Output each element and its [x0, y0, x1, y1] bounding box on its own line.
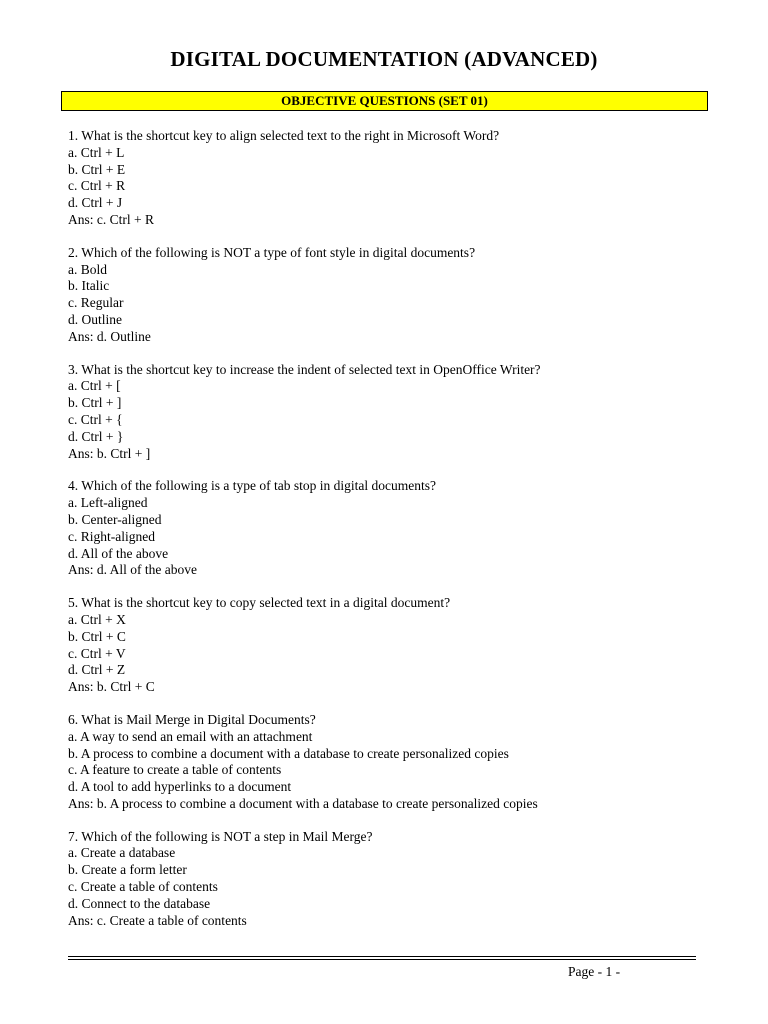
question-text: 5. What is the shortcut key to copy selected text in a digital document?	[68, 595, 451, 611]
option: d. Ctrl + J	[68, 195, 123, 211]
option: a. Bold	[68, 261, 107, 277]
answer: Ans: c. Ctrl + R	[68, 211, 154, 227]
question-list	[68, 128, 748, 945]
option: b. A process to combine a document with a database to create personalized copies	[68, 745, 509, 761]
option: b. Center-aligned	[68, 511, 162, 527]
option: a. Left-aligned	[68, 495, 148, 511]
question-item	[68, 595, 748, 696]
option: a. A way to send an email with an attachment	[68, 728, 313, 744]
option: c. Ctrl + {	[68, 411, 123, 427]
option: b. Create a form letter	[68, 862, 187, 878]
option: c. Ctrl + V	[68, 645, 126, 661]
question-text: 1. What is the shortcut key to align selected text to the right in Microsoft Word?	[68, 128, 500, 143]
question-text: 3. What is the shortcut key to increase the indent of selected text in OpenOffice Writer?	[68, 361, 541, 377]
option: a. Ctrl + X	[68, 611, 126, 627]
question-text: 4. Which of the following is a type of tab stop in digital documents?	[68, 478, 436, 494]
option: b. Ctrl + C	[68, 628, 126, 644]
option: d. A tool to add hyperlinks to a document	[68, 779, 292, 795]
option: c. A feature to create a table of contents	[68, 762, 282, 778]
set-heading-banner	[61, 91, 708, 111]
page-title: DIGITAL DOCUMENTATION (ADVANCED)	[170, 47, 598, 71]
option: c. Create a table of contents	[68, 879, 218, 895]
answer: Ans: c. Create a table of contents	[68, 912, 247, 928]
question-text: 7. Which of the following is NOT a step in Mail Merge?	[68, 828, 373, 844]
answer: Ans: d. All of the above	[68, 562, 197, 578]
option: b. Ctrl + E	[68, 161, 126, 177]
option: b. Italic	[68, 278, 110, 294]
option: a. Ctrl + [	[68, 378, 121, 394]
answer: Ans: b. A process to combine a document with a database to create personalized copies	[68, 795, 538, 811]
option: d. Outline	[68, 311, 122, 327]
option: c. Regular	[68, 295, 124, 311]
question-item	[68, 362, 748, 463]
question-item	[68, 712, 748, 813]
question-item	[68, 478, 748, 579]
option: c. Right-aligned	[68, 528, 155, 544]
answer: Ans: b. Ctrl + C	[68, 679, 155, 695]
set-heading: OBJECTIVE QUESTIONS (SET 01)	[281, 93, 488, 108]
option: a. Create a database	[68, 845, 176, 861]
option: a. Ctrl + L	[68, 144, 125, 160]
option: c. Ctrl + R	[68, 178, 126, 194]
option: d. All of the above	[68, 545, 169, 561]
option: d. Connect to the database	[68, 895, 211, 911]
option: b. Ctrl + ]	[68, 395, 122, 411]
answer: Ans: d. Outline	[68, 328, 151, 344]
answer: Ans: b. Ctrl + ]	[68, 445, 151, 461]
question-item	[68, 245, 748, 346]
option: d. Ctrl + Z	[68, 662, 126, 678]
page-number: Page - 1 -	[568, 964, 621, 979]
question-text: 2. Which of the following is NOT a type of font style in digital documents?	[68, 244, 476, 260]
question-text: 6. What is Mail Merge in Digital Documents?	[68, 711, 316, 727]
question-item	[68, 829, 748, 930]
option: d. Ctrl + }	[68, 428, 124, 444]
footer-divider	[68, 956, 696, 960]
question-item	[68, 128, 748, 229]
